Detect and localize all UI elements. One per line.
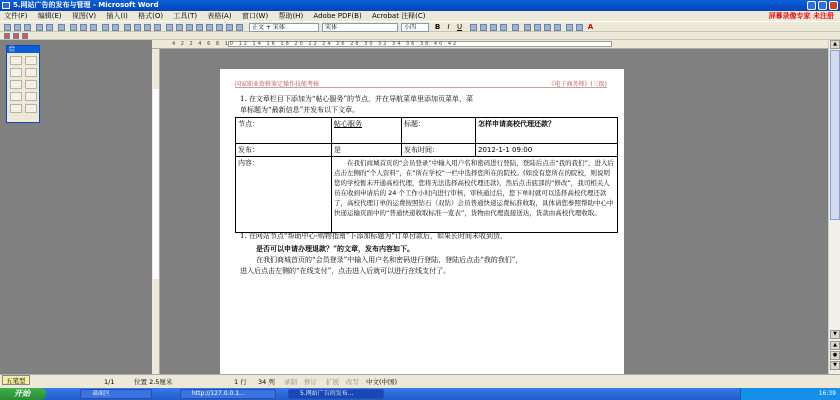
menu-acrobat-comments[interactable]: Acrobat 注释(C): [371, 12, 426, 20]
underline-button[interactable]: U: [456, 23, 463, 31]
menu-file[interactable]: 文件(F): [4, 12, 28, 20]
ruler-numbers: 4 2 2 4 6 8 10 12 14 16 18 20 22 24 26 28 30 32 34 36 38 40 42: [172, 41, 459, 47]
task1-line1: 1. 在文章栏目下添加为“帖心服务”的节点，并在导航菜单里添加页菜单，菜: [240, 95, 474, 103]
palette-arrow-icon[interactable]: [25, 56, 37, 65]
undo-icon[interactable]: [102, 24, 109, 31]
document-page[interactable]: [220, 69, 624, 374]
palette-line-icon[interactable]: [10, 56, 22, 65]
scroll-thumb[interactable]: [830, 50, 840, 220]
document-area[interactable]: [160, 49, 828, 374]
window-title: 5.网站广告的发布与管理 - Microsoft Word: [13, 1, 159, 9]
status-ovr[interactable]: 改写: [346, 378, 359, 386]
save-icon[interactable]: [24, 24, 31, 31]
palette-wordart-icon[interactable]: [25, 80, 37, 89]
palette-picture-icon[interactable]: [10, 104, 22, 113]
copy-icon[interactable]: [80, 24, 87, 31]
more-tools-icon-2[interactable]: [226, 24, 233, 31]
select-browse-object-button[interactable]: ●: [830, 351, 840, 360]
palette-textbox-icon[interactable]: [10, 80, 22, 89]
menu-view[interactable]: 视图(V): [71, 12, 97, 20]
status-language: 中文(中国): [366, 378, 398, 386]
cell-publish-label: 发布：: [236, 144, 332, 157]
new-icon[interactable]: [4, 24, 11, 31]
task2-line3: 在我们商城首页的“会员登录”中输入用户名和密码进行登陆，登陆后点击“我的我们”，: [256, 256, 523, 264]
cell-time-value[interactable]: 2012-1-1 09:00: [476, 144, 618, 157]
menu-edit[interactable]: 编辑(E): [37, 12, 62, 20]
cell-content-label: 内容：: [236, 157, 332, 233]
scroll-up-arrow[interactable]: ▲: [830, 40, 840, 49]
header-left: 国家职业资格鉴定操作技能考核: [235, 81, 320, 88]
cell-title-value[interactable]: 怎样申请高校代理还款？: [476, 118, 618, 144]
cell-time-label: 发布时间：: [402, 144, 476, 157]
highlight-icon[interactable]: [576, 24, 583, 31]
pdf-convert-icon[interactable]: [4, 33, 10, 39]
menu-insert[interactable]: 插入(I): [106, 12, 128, 20]
font-size-combo[interactable]: 小四: [401, 23, 429, 32]
cell-content-value[interactable]: 在我们商城首页的“会员登录”中输入用户名和密码进行登陆，登陆后点击“我的我们”，进入后点击左侧的“个人资料”，在“所在学校”一栏中选择您所在的院校。(如没有您所在的院校，则说明您的学校暂未开通高校代理，您将无法选择高校代理还款)，然后点击底部的“修改”，我司相关人员在收到申请后的 24 个工作小时内进行审核，审核通过后，您下单时就可以选择高校代理还款了，高校代理订单的运费按照钻石（双钻）会员普通快递运费标准收取，具体请您参照帮助中心中快递运输页面中的“普通快递收取标准一览表”，货物由代理直接送达，货款由高校代理收取。: [332, 157, 618, 233]
palette-rect-icon[interactable]: [10, 68, 22, 77]
columns-icon[interactable]: [144, 24, 151, 31]
status-line: 1 行: [234, 378, 247, 386]
redo-icon[interactable]: [112, 24, 119, 31]
italic-button[interactable]: I: [447, 23, 450, 31]
vertical-ruler[interactable]: [152, 49, 160, 374]
minimize-button[interactable]: [807, 1, 816, 10]
table-icon[interactable]: [134, 24, 141, 31]
cell-title-label: 标题：: [402, 118, 476, 144]
paste-icon[interactable]: [90, 24, 97, 31]
left-workspace: [0, 40, 152, 374]
menu-help[interactable]: 帮助(H): [278, 12, 304, 20]
menu-format[interactable]: 格式(O): [138, 12, 164, 20]
drawing-palette[interactable]: [6, 45, 40, 123]
print-icon[interactable]: [36, 24, 43, 31]
article-table: [235, 117, 618, 233]
format-painter-icon[interactable]: [206, 24, 213, 31]
open-icon[interactable]: [14, 24, 21, 31]
border-icon[interactable]: [566, 24, 573, 31]
status-page: 1/1: [104, 378, 115, 386]
palette-clipart-icon[interactable]: [25, 92, 37, 101]
align-right-icon[interactable]: [490, 24, 497, 31]
palette-diagram-icon[interactable]: [10, 92, 22, 101]
palette-oval-icon[interactable]: [25, 68, 37, 77]
recorder-watermark: 屏幕录像专家 未注册: [768, 12, 834, 20]
status-rec[interactable]: 录制: [284, 378, 297, 386]
task2-line4: 进入后点击左侧的“在线支付”，点击进入后就可以进行在线支付了。: [240, 267, 451, 275]
cut-icon[interactable]: [70, 24, 77, 31]
style-combo[interactable]: 正文 + 宋体: [249, 23, 319, 32]
bold-button[interactable]: B: [434, 23, 441, 31]
status-ext[interactable]: 扩展: [326, 378, 339, 386]
spelling-icon[interactable]: [58, 24, 65, 31]
status-column: 34 列: [258, 378, 275, 386]
menu-bar: [0, 11, 840, 21]
line-spacing-icon[interactable]: [512, 24, 519, 31]
align-center-icon[interactable]: [480, 24, 487, 31]
clock: 16:39: [818, 390, 836, 397]
ruler-v-page-area: [153, 89, 159, 279]
vertical-scrollbar[interactable]: [828, 40, 840, 374]
scroll-down-arrow[interactable]: ▼: [830, 330, 840, 339]
pdf-toolbar: [0, 32, 840, 40]
font-combo[interactable]: 宋体: [322, 23, 398, 32]
cell-node-label: 节点：: [236, 118, 332, 144]
drawing-icon[interactable]: [154, 24, 161, 31]
task2-line2: 是否可以申请办理退款？”的文章，发布内容如下。: [256, 244, 415, 253]
ime-indicator[interactable]: 五笔型: [2, 375, 30, 385]
start-button[interactable]: 开始: [0, 388, 46, 400]
read-icon[interactable]: [186, 24, 193, 31]
more-tools-icon[interactable]: [216, 24, 223, 31]
status-position: 位置 2.5厘米: [134, 378, 173, 386]
align-left-icon[interactable]: [470, 24, 477, 31]
prev-page-button[interactable]: ▲: [830, 341, 840, 350]
close-button[interactable]: [829, 1, 838, 10]
taskbar: [0, 388, 840, 400]
outdent-icon[interactable]: [544, 24, 551, 31]
menu-table[interactable]: 表格(A): [207, 12, 232, 20]
menu-tools[interactable]: 工具(T): [173, 12, 198, 20]
next-page-button[interactable]: ▼: [830, 361, 840, 370]
page-header: [235, 79, 607, 88]
font-color-button[interactable]: A: [587, 23, 594, 31]
pdf-email-icon[interactable]: [13, 33, 19, 39]
indent-icon[interactable]: [554, 24, 561, 31]
header-right: 《电子商务师》(三级): [548, 81, 607, 88]
task-desktop[interactable]: 桌面区: [80, 389, 152, 399]
cell-node-value[interactable]: 帖心服务: [332, 118, 402, 144]
title-bar[interactable]: [0, 0, 840, 11]
justify-icon[interactable]: [500, 24, 507, 31]
task2-line1: 1. 在网站节点“帮助中心-购物指南”下添加标题为“订单付款后，如果长时间未收到货，: [240, 232, 508, 240]
styles-icon[interactable]: [196, 24, 203, 31]
menu-window[interactable]: 窗口(W): [241, 12, 269, 20]
cell-publish-value[interactable]: 是: [332, 144, 402, 157]
word-icon: [2, 2, 10, 9]
standard-toolbar: [0, 21, 840, 32]
task-word[interactable]: 5.网站广告的发布...: [288, 389, 384, 399]
maximize-button[interactable]: [818, 1, 827, 10]
zoom-icon[interactable]: [166, 24, 173, 31]
palette-title: 绘: [7, 46, 39, 53]
more-tools-icon-3[interactable]: [236, 24, 243, 31]
help-icon[interactable]: [176, 24, 183, 31]
palette-fill-icon[interactable]: [25, 104, 37, 113]
horizontal-ruler[interactable]: [152, 40, 828, 49]
pdf-review-icon[interactable]: [22, 33, 28, 39]
preview-icon[interactable]: [46, 24, 53, 31]
status-bar: [0, 374, 840, 388]
status-trk[interactable]: 修订: [304, 378, 317, 386]
hyperlink-icon[interactable]: [124, 24, 131, 31]
task1-line2: 单标题为“最新信息”并发布以下文章。: [240, 106, 360, 114]
task-browser[interactable]: http://127.0.0.1...: [180, 389, 276, 399]
numbering-icon[interactable]: [524, 24, 531, 31]
system-tray: [740, 388, 840, 400]
menu-adobe-pdf[interactable]: Adobe PDF(B): [313, 12, 362, 20]
bullets-icon[interactable]: [534, 24, 541, 31]
